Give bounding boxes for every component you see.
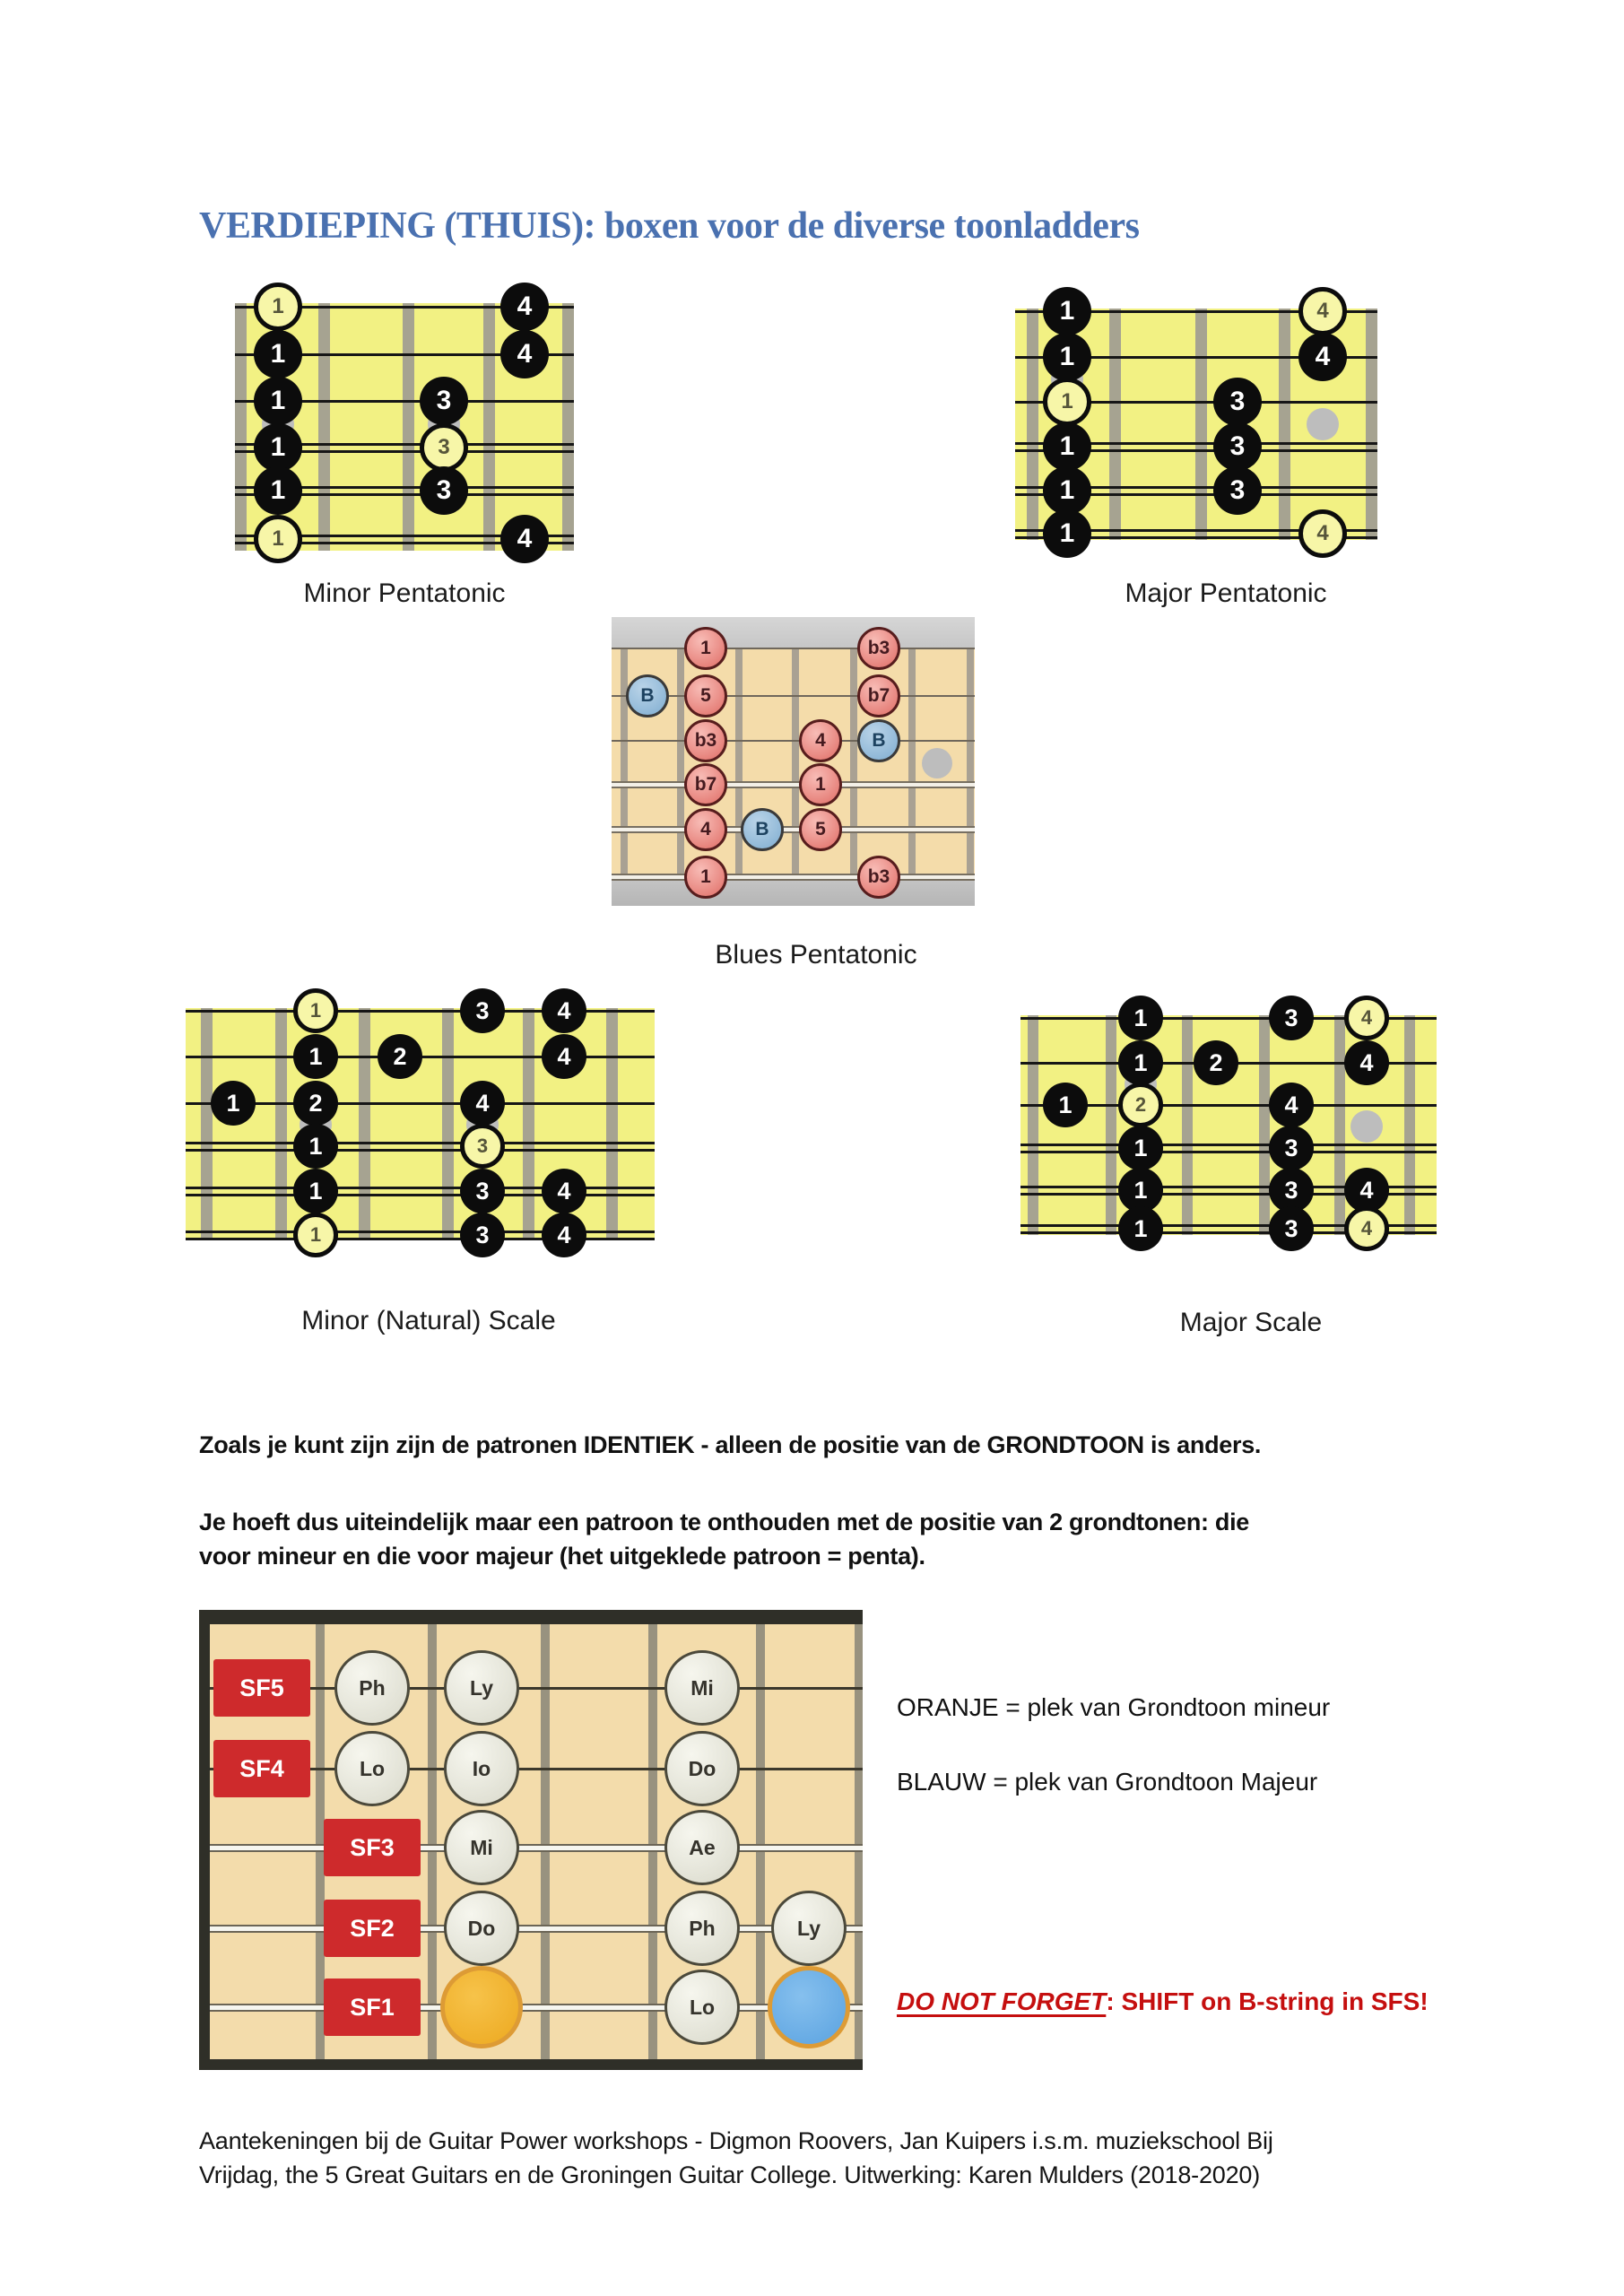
string-line-wound — [210, 1925, 863, 1933]
fret-bar — [1109, 309, 1121, 540]
mode-circle: Mi — [444, 1810, 519, 1885]
fret-bar — [1027, 309, 1038, 540]
interval-dot: b3 — [857, 627, 900, 670]
root-marker-blue — [768, 1966, 850, 2048]
interval-dot: 1 — [684, 856, 727, 899]
string-line-wound — [1020, 1144, 1437, 1153]
diagram-major-scale — [1020, 1004, 1437, 1242]
caption-minor-pentatonic: Minor Pentatonic — [303, 578, 506, 608]
neck-edge-top — [612, 617, 975, 648]
diagram-major-pentatonic — [1015, 296, 1377, 548]
finger-dot: 1 — [1043, 422, 1091, 471]
string-line — [612, 648, 975, 649]
finger-dot: 4 — [460, 1081, 505, 1126]
mode-circle: Ph — [334, 1650, 410, 1726]
finger-dot: 3 — [1213, 422, 1262, 471]
fret-bar — [1366, 309, 1377, 540]
finger-dot: 1 — [1118, 1126, 1163, 1170]
diagram-sf-modes — [199, 1610, 863, 2070]
root-dot-open: 1 — [254, 283, 302, 331]
finger-dot: 4 — [542, 1169, 586, 1213]
root-marker-orange — [440, 1966, 523, 2048]
finger-dot: 4 — [500, 283, 549, 331]
sf-position-box: SF3 — [324, 1819, 421, 1876]
blue-note-dot: B — [741, 808, 784, 851]
fret-bar — [235, 303, 247, 551]
finger-dot: 1 — [1043, 1083, 1088, 1127]
diagram-minor-pentatonic — [235, 291, 574, 553]
inlay-marker — [1350, 1110, 1383, 1143]
finger-dot: 3 — [420, 466, 468, 515]
finger-dot: 3 — [1269, 1126, 1314, 1170]
caption-major-pentatonic: Major Pentatonic — [1125, 578, 1327, 608]
finger-dot: 1 — [1043, 466, 1091, 515]
finger-dot: 1 — [1043, 509, 1091, 558]
footer-line-1: Aantekeningen bij de Guitar Power workshops - Digmon Roovers, Jan Kuipers i.s.m. muziekschool Bij — [199, 2127, 1273, 2154]
fret-bar — [1279, 309, 1290, 540]
fret-bar — [850, 648, 857, 876]
finger-dot: 1 — [1118, 996, 1163, 1040]
fret-bar — [967, 648, 974, 876]
finger-dot: 4 — [542, 988, 586, 1033]
root-dot-open: 3 — [420, 423, 468, 472]
finger-dot: 1 — [1043, 287, 1091, 335]
interval-dot: 5 — [799, 808, 842, 851]
mode-circle: Lo — [334, 1731, 410, 1806]
fret-bar — [1028, 1015, 1038, 1235]
string-line — [186, 1102, 655, 1105]
finger-dot: 2 — [293, 1081, 338, 1126]
root-dot-open: 4 — [1344, 1206, 1389, 1251]
caption-minor-scale: Minor (Natural) Scale — [301, 1306, 556, 1335]
inlay-marker — [922, 748, 952, 778]
interval-dot: 1 — [684, 627, 727, 670]
fret-bar — [318, 303, 330, 551]
root-dot-open: 2 — [1118, 1083, 1163, 1127]
string-line-wound — [612, 826, 975, 833]
sf-position-box: SF4 — [213, 1740, 310, 1797]
legend-orange-root: ORANJE = plek van Grondtoon mineur — [897, 1693, 1331, 1721]
fretboard — [186, 1008, 655, 1239]
fret-bar — [523, 1008, 534, 1239]
body-paragraph-2-line-1: Je hoeft dus uiteindelijk maar een patroon te onthouden met de positie van 2 grondtonen: die — [199, 1509, 1250, 1535]
blue-note-dot: B — [857, 719, 900, 762]
finger-dot: 3 — [1213, 378, 1262, 426]
string-line-wound — [612, 781, 975, 788]
fret-bar — [606, 1008, 618, 1239]
neck-border-bottom — [199, 2059, 863, 2070]
neck-border-top — [199, 1610, 863, 1624]
finger-dot: 3 — [460, 988, 505, 1033]
fret-bar — [1106, 1015, 1116, 1235]
fret-bar — [201, 1008, 213, 1239]
root-dot-open: 1 — [254, 515, 302, 563]
fret-bar — [359, 1008, 370, 1239]
fret-bar — [792, 648, 799, 876]
fret-bar — [442, 1008, 454, 1239]
finger-dot: 3 — [1213, 466, 1262, 515]
root-dot-open: 1 — [293, 988, 338, 1033]
root-dot-open: 4 — [1344, 996, 1389, 1040]
fret-bar — [403, 303, 414, 551]
root-dot-open: 4 — [1298, 509, 1347, 558]
sf-position-box: SF2 — [324, 1900, 421, 1957]
finger-dot: 3 — [420, 377, 468, 425]
page-title: VERDIEPING (THUIS): boxen voor de diverse toonladders — [199, 205, 1140, 247]
root-dot-open: 1 — [1043, 378, 1091, 426]
interval-dot: 1 — [799, 763, 842, 806]
fret-bar — [1195, 309, 1207, 540]
footer-line-2: Vrijdag, the 5 Great Guitars en de Groningen Guitar College. Uitwerking: Karen Mulders (2018-2020) — [199, 2161, 1261, 2188]
finger-dot: 1 — [293, 1124, 338, 1169]
fret-bar — [1334, 1015, 1345, 1235]
mode-circle: Ly — [771, 1891, 847, 1966]
string-line-wound — [210, 2004, 863, 2012]
body-paragraph-2-line-2: voor mineur en die voor majeur (het uitgeklede patroon = penta). — [199, 1543, 925, 1570]
fret-bar — [1404, 1015, 1415, 1235]
finger-dot: 4 — [1344, 1040, 1389, 1085]
legend-blue-root: BLAUW = plek van Grondtoon Majeur — [897, 1768, 1318, 1796]
fret-bar — [483, 303, 495, 551]
finger-dot: 3 — [460, 1213, 505, 1257]
interval-dot: b7 — [857, 674, 900, 718]
fret-bar — [1259, 1015, 1270, 1235]
mode-circle: Do — [664, 1731, 740, 1806]
note-emphasis: DO NOT FORGET — [897, 1987, 1107, 2015]
finger-dot: 4 — [542, 1034, 586, 1079]
finger-dot: 3 — [1269, 996, 1314, 1040]
note-exclamation: ! — [1420, 1987, 1429, 2015]
sf-position-box: SF1 — [324, 1979, 421, 2036]
finger-dot: 1 — [1118, 1206, 1163, 1251]
finger-dot: 4 — [500, 330, 549, 378]
finger-dot: 1 — [1118, 1040, 1163, 1085]
finger-dot: 4 — [542, 1213, 586, 1257]
interval-dot: b7 — [684, 763, 727, 806]
fret-bar — [908, 648, 916, 876]
mode-circle: Do — [444, 1891, 519, 1966]
mode-circle: Ae — [664, 1810, 740, 1885]
string-line-wound — [186, 1142, 655, 1152]
note-separator: : — [1106, 1987, 1122, 2015]
fret-bar — [677, 648, 684, 876]
finger-dot: 4 — [500, 515, 549, 563]
note-bold: SHIFT on B-string in SFS — [1121, 1987, 1420, 2015]
fret-bar — [562, 303, 574, 551]
finger-dot: 1 — [1118, 1168, 1163, 1213]
finger-dot: 1 — [293, 1034, 338, 1079]
finger-dot: 3 — [1269, 1168, 1314, 1213]
finger-dot: 1 — [254, 423, 302, 472]
finger-dot: 2 — [378, 1034, 422, 1079]
finger-dot: 3 — [1269, 1206, 1314, 1251]
neck-border-left — [199, 1610, 210, 2070]
fret-bar — [621, 648, 628, 876]
finger-dot: 2 — [1194, 1040, 1238, 1085]
sf-position-box: SF5 — [213, 1659, 310, 1717]
warning-note — [897, 1987, 1429, 2016]
caption-major-scale: Major Scale — [1179, 1308, 1323, 1337]
finger-dot: 4 — [1298, 333, 1347, 381]
fret-bar — [735, 648, 743, 876]
finger-dot: 1 — [254, 466, 302, 515]
root-dot-open: 1 — [293, 1213, 338, 1257]
root-dot-open: 3 — [460, 1124, 505, 1169]
inlay-marker — [1307, 408, 1339, 440]
finger-dot: 1 — [254, 377, 302, 425]
finger-dot: 1 — [211, 1081, 256, 1126]
string-line-wound — [612, 874, 975, 881]
diagram-blues-pentatonic — [612, 617, 975, 906]
fret-bar — [275, 1008, 287, 1239]
body-paragraph-1: Zoals je kunt zijn zijn de patronen IDENTIEK - alleen de positie van de GRONDTOON is anders. — [199, 1431, 1262, 1458]
interval-dot: 5 — [684, 674, 727, 718]
root-dot-open: 4 — [1298, 287, 1347, 335]
caption-blues-pentatonic: Blues Pentatonic — [715, 940, 917, 970]
interval-dot: 4 — [799, 719, 842, 762]
string-line — [612, 740, 975, 742]
mode-circle: Mi — [664, 1650, 740, 1726]
finger-dot: 1 — [254, 330, 302, 378]
finger-dot: 3 — [460, 1169, 505, 1213]
mode-circle: Ph — [664, 1891, 740, 1966]
interval-dot: b3 — [684, 719, 727, 762]
interval-dot: b3 — [857, 856, 900, 899]
mode-circle: Ly — [444, 1650, 519, 1726]
diagram-minor-scale — [186, 996, 655, 1248]
string-line-wound — [210, 1844, 863, 1852]
mode-circle: Lo — [664, 1970, 740, 2045]
finger-dot: 1 — [1043, 333, 1091, 381]
finger-dot: 4 — [1344, 1168, 1389, 1213]
blue-note-dot: B — [626, 674, 669, 718]
fret-bar — [1182, 1015, 1193, 1235]
mode-circle: Io — [444, 1731, 519, 1806]
interval-dot: 4 — [684, 808, 727, 851]
finger-dot: 1 — [293, 1169, 338, 1213]
finger-dot: 4 — [1269, 1083, 1314, 1127]
